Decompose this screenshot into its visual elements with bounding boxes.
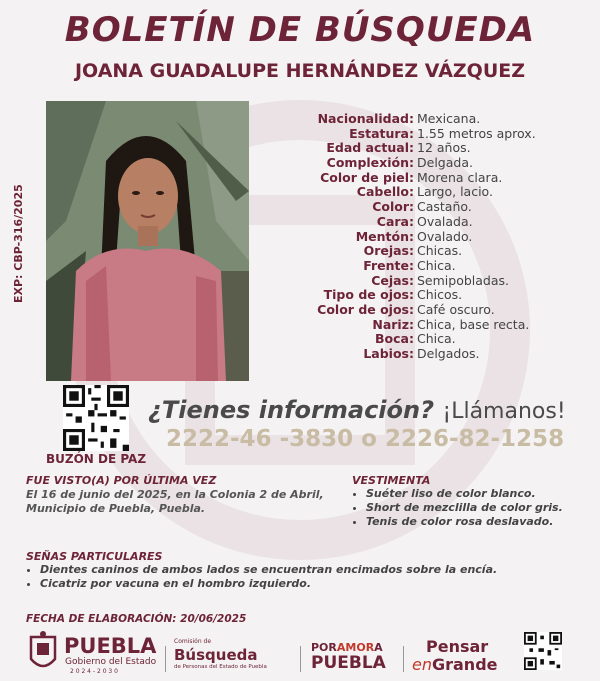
attr-row: Orejas: Chicas. xyxy=(363,243,463,259)
attr-row: Complexión: Delgada. xyxy=(326,155,473,171)
divider xyxy=(403,646,404,672)
case-number: EXP: CBP-316/2025 xyxy=(12,184,25,303)
attr-row: Nacionalidad: Mexicana. xyxy=(317,111,481,126)
list-item: • Short de mezclilla de color gris. xyxy=(366,501,563,515)
puebla-secondary-logo: PUEBLA xyxy=(311,653,386,673)
list-item: • Cicatriz por vacuna en el hombro izquierdo. xyxy=(40,577,497,591)
creation-date: FECHA DE ELABORACIÓN: 20/06/2025 xyxy=(26,613,247,625)
comision-small-label: Comisión de xyxy=(174,638,212,645)
physical-description xyxy=(290,112,580,362)
divider xyxy=(300,646,301,672)
attr-row: Tipo de ojos: Chicos. xyxy=(323,287,463,303)
missing-person-name: JOANA GUADALUPE HERNÁNDEZ VÁZQUEZ xyxy=(74,60,526,82)
attr-row: Labios: Delgados. xyxy=(363,346,480,361)
por-amor-logo: PORAMORA xyxy=(311,641,383,654)
marks-title: SEÑAS PARTICULARES xyxy=(26,550,163,563)
list-item: • Suéter liso de color blanco. xyxy=(366,487,563,501)
phone-numbers[interactable]: 2222-46 -3830 o 2226-82-1258 xyxy=(166,426,565,452)
pensar-logo-text: Pensar xyxy=(426,637,489,656)
buzon-qr-code[interactable] xyxy=(63,385,129,451)
last-seen-details: El 16 de junio del 2025, en la Colonia 2 de Abril, Municipio de Puebla, Puebla. xyxy=(26,488,324,515)
attr-row: Nariz: Chica, base recta. xyxy=(372,316,530,332)
en-grande-logo: enGrande xyxy=(412,655,498,674)
divider xyxy=(165,646,166,672)
attr-row: Cabello: Largo, lacio. xyxy=(356,184,493,200)
gobierno-label: Gobierno del Estado xyxy=(65,657,157,667)
attr-row: Boca: Chica. xyxy=(375,331,456,347)
missing-person-photo xyxy=(46,101,249,381)
busqueda-logo-text: Búsqueda xyxy=(174,646,258,664)
clothing-list xyxy=(352,487,563,529)
attr-row: Mentón: Ovalado. xyxy=(355,228,473,244)
attr-row: Cara: Ovalada. xyxy=(376,213,473,229)
comision-sub-label: de Personas del Estado de Puebla xyxy=(174,664,267,670)
attr-row: Color: Castaño. xyxy=(372,199,472,215)
attr-row: Frente: Chica. xyxy=(363,257,456,273)
info-question: ¿Tienes información? ¡Llámanos! xyxy=(148,396,566,424)
attr-row: Color de piel: Morena clara. xyxy=(320,169,503,185)
clothing-title: VESTIMENTA xyxy=(352,474,431,487)
puebla-coat-of-arms-icon xyxy=(28,631,58,675)
attr-row: Color de ojos: Café oscuro. xyxy=(317,301,495,317)
attr-row: Estatura: 1.55 metros aprox. xyxy=(349,125,536,141)
list-item: • Tenis de color rosa deslavado. xyxy=(366,515,563,529)
attr-row: Edad actual: 12 años. xyxy=(326,140,471,156)
footer-qr-code[interactable] xyxy=(524,632,562,670)
last-seen-title: FUE VISTO(A) POR ÚLTIMA VEZ xyxy=(26,474,217,487)
years-label: 2 0 2 4 - 2 0 3 0 xyxy=(70,668,118,675)
list-item: • Dientes caninos de ambos lados se encuentran encimados sobre la encía. xyxy=(40,563,497,577)
marks-list xyxy=(26,563,497,591)
buzon-de-paz-label: BUZÓN DE PAZ xyxy=(45,452,147,466)
puebla-logo-text: PUEBLA xyxy=(64,634,157,658)
call-us-text: ¡Llámanos! xyxy=(442,399,566,424)
attr-row: Cejas: Semipobladas. xyxy=(371,272,510,288)
page-title: BOLETÍN DE BÚSQUEDA xyxy=(64,10,536,50)
